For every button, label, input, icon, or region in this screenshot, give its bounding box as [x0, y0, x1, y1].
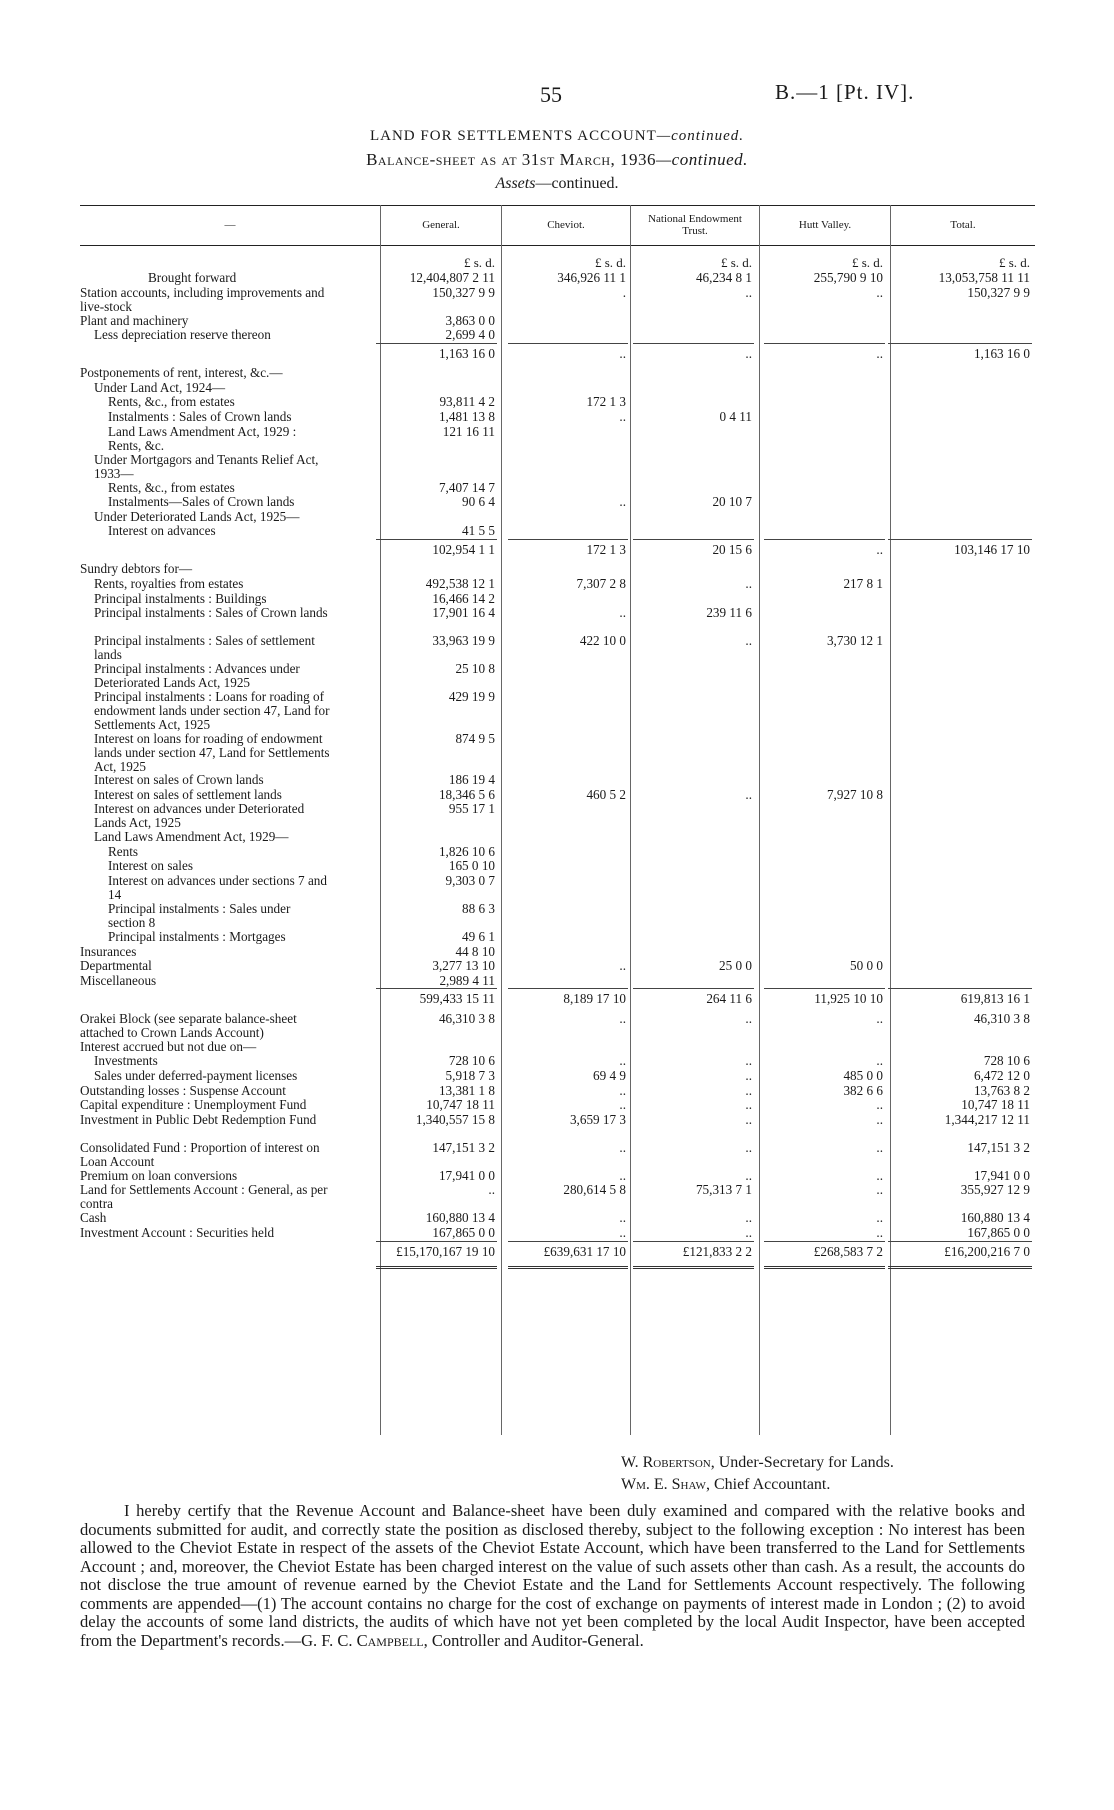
amount-cell: 728 10 6 — [983, 1053, 1030, 1069]
amount-cell: .. — [619, 494, 626, 510]
row-label: Sundry debtors for— — [80, 561, 193, 577]
amount-cell: .. — [876, 1010, 883, 1026]
amount-cell: 346,926 11 1 — [557, 270, 626, 285]
amount-cell: 25 10 8 — [455, 661, 495, 677]
amount-cell: .. — [619, 1225, 626, 1240]
amount-cell: £639,631 17 10 — [543, 1243, 626, 1259]
row-label: Postponements of rent, interest, &c.— — [80, 365, 283, 381]
header-cheviot: Cheviot. — [547, 219, 585, 231]
row-label: Interest on sales of Crown lands — [94, 772, 264, 787]
amount-cell: 167,865 0 0 — [432, 1225, 495, 1240]
amount-cell: 13,381 1 8 — [438, 1082, 495, 1098]
auditor-name: G. F. C. Campbell — [301, 1630, 424, 1650]
amount-cell: 1,826 10 6 — [438, 843, 495, 859]
row-label: Principal instalments : Advances under Deteriorated Lands Act, 1925 — [94, 661, 300, 691]
total-double-rule — [376, 1266, 497, 1269]
amount-cell: 50 0 0 — [850, 958, 883, 974]
amount-cell: £16,200,216 7 0 — [944, 1243, 1030, 1259]
amount-cell: .. — [619, 409, 626, 424]
amount-cell: .. — [745, 1053, 752, 1069]
amount-cell: 16,466 14 2 — [432, 590, 495, 606]
amount-cell: 0 4 11 — [719, 409, 752, 424]
amount-cell: .. — [876, 1139, 883, 1155]
amount-cell: .. — [745, 1068, 752, 1083]
amount-cell: 13,763 8 2 — [973, 1082, 1030, 1098]
signatory-title: , Chief Accountant. — [705, 1476, 831, 1493]
amount-cell: 46,310 3 8 — [973, 1010, 1030, 1026]
total-double-rule — [888, 1266, 1032, 1269]
row-label: Rents, &c., from estates — [108, 394, 235, 410]
amount-cell: .. — [619, 1082, 626, 1098]
heading-line-2 — [0, 150, 1114, 170]
amount-cell: .. — [876, 1225, 883, 1240]
amount-cell: 239 11 6 — [706, 605, 752, 621]
row-label: Land for Settlements Account : General, as per contra — [80, 1182, 328, 1212]
amount-cell: 11,925 10 10 — [814, 991, 883, 1007]
total-double-rule — [633, 1266, 754, 1269]
amount-cell: 619,813 16 1 — [960, 991, 1030, 1007]
amount-cell: 8,189 17 10 — [563, 991, 626, 1007]
amount-cell: 46,234 8 1 — [695, 270, 752, 285]
amount-cell: 485 0 0 — [843, 1068, 883, 1083]
amount-cell: £121,833 2 2 — [682, 1243, 752, 1259]
row-label: Principal instalments : Buildings — [94, 590, 267, 606]
amount-cell: 121 16 11 — [442, 423, 495, 439]
amount-cell: 186 19 4 — [448, 772, 495, 787]
row-label: Capital expenditure : Unemployment Fund — [80, 1097, 307, 1113]
heading-account-name: LAND FOR SETTLEMENTS ACCOUNT — [369, 128, 657, 144]
subtotal-rule — [508, 539, 628, 540]
row-label: Investments — [94, 1053, 158, 1069]
amount-cell: .. — [619, 605, 626, 621]
header-total: Total. — [950, 219, 976, 231]
header-bottom-rule — [80, 245, 1035, 246]
amount-cell: 49 6 1 — [462, 929, 495, 944]
amount-cell: .. — [876, 1053, 883, 1069]
amount-cell: 3,863 0 0 — [445, 312, 495, 328]
amount-cell: 17,941 0 0 — [973, 1167, 1030, 1183]
subtotal-rule — [888, 988, 1032, 989]
amount-cell: 88 6 3 — [462, 901, 495, 916]
heading-continued: —continued. — [535, 175, 619, 192]
amount-cell: .. — [745, 284, 752, 300]
amount-cell: 90 6 4 — [462, 494, 495, 510]
amount-cell: .. — [876, 542, 883, 557]
amount-cell: 2,699 4 0 — [445, 327, 495, 343]
amount-cell: .. — [745, 633, 752, 649]
amount-cell: .. — [745, 345, 752, 361]
amount-cell: .. — [488, 1182, 495, 1198]
row-label: Less depreciation reserve thereon — [94, 327, 271, 343]
amount-cell: .. — [745, 1225, 752, 1240]
row-label: Premium on loan conversions — [80, 1167, 238, 1183]
heading-balance-sheet: Balance-sheet as at 31st March, 1936 — [366, 150, 657, 169]
amount-cell: .. — [876, 1182, 883, 1198]
amount-cell: 75,313 7 1 — [695, 1182, 752, 1198]
row-label: Interest on advances under Deteriorated Lands Act, 1925 — [94, 801, 305, 831]
amount-cell: 255,790 9 10 — [813, 270, 883, 285]
amount-cell: 25 0 0 — [719, 958, 752, 974]
unit-label: £ s. d. — [463, 255, 495, 270]
amount-cell: 728 10 6 — [448, 1053, 495, 1069]
row-label: Principal instalments : Sales of Crown lands — [94, 605, 328, 621]
row-label: Outstanding losses : Suspense Account — [80, 1082, 286, 1098]
amount-cell: 93,811 4 2 — [439, 394, 495, 410]
amount-cell: 1,340,557 15 8 — [415, 1111, 495, 1127]
row-label: Under Deteriorated Lands Act, 1925— — [94, 508, 300, 524]
amount-cell: .. — [619, 1097, 626, 1113]
row-label: Interest on sales of settlement lands — [94, 786, 282, 802]
heading-line-1 — [0, 128, 1114, 145]
row-label: Sales under deferred-payment licenses — [94, 1068, 298, 1083]
subtotal-rule — [508, 343, 628, 344]
row-label: Insurances — [80, 943, 137, 959]
amount-cell: 167,865 0 0 — [967, 1225, 1030, 1240]
amount-cell: .. — [876, 1210, 883, 1226]
amount-cell: 44 8 10 — [455, 943, 495, 959]
amount-cell: .. — [619, 1210, 626, 1226]
audit-certificate — [80, 1502, 1025, 1650]
column-divider — [501, 205, 502, 1435]
document-reference: B.—1 [Pt. IV]. — [775, 80, 915, 104]
amount-cell: 17,941 0 0 — [438, 1167, 495, 1183]
amount-cell: 17,901 16 4 — [432, 605, 495, 621]
amount-cell: 1,163 16 0 — [438, 345, 495, 361]
amount-cell: 20 10 7 — [712, 494, 752, 510]
amount-cell: 160,880 13 4 — [425, 1210, 495, 1226]
row-label: Station accounts, including improvements and live-stock — [80, 284, 325, 314]
assets-table — [80, 205, 1035, 1435]
amount-cell: .. — [619, 1053, 626, 1069]
amount-cell: 172 1 3 — [586, 542, 626, 557]
amount-cell: .. — [745, 1010, 752, 1026]
amount-cell: .. — [619, 958, 626, 974]
row-label: Departmental — [80, 958, 152, 974]
auditor-title: , Controller and Auditor-General. — [423, 1630, 644, 1650]
amount-cell: 217 8 1 — [843, 576, 883, 591]
amount-cell: 1,344,217 12 11 — [944, 1111, 1030, 1127]
subtotal-rule — [376, 988, 497, 989]
signature-under-secretary — [621, 1454, 894, 1472]
amount-cell: .. — [745, 1139, 752, 1155]
header-general: General. — [422, 219, 460, 231]
subtotal-rule — [764, 539, 885, 540]
amount-cell: .. — [745, 1082, 752, 1098]
amount-cell: 7,927 10 8 — [826, 786, 883, 802]
amount-cell: 20 15 6 — [712, 542, 752, 557]
amount-cell: 33,963 19 9 — [432, 633, 495, 649]
signatory-title: , Under-Secretary for Lands. — [710, 1454, 894, 1471]
amount-cell: 955 17 1 — [448, 801, 495, 817]
header-hutt-valley: Hutt Valley. — [798, 219, 852, 231]
amount-cell: 10,747 18 11 — [961, 1097, 1030, 1113]
amount-cell: .. — [876, 284, 883, 300]
amount-cell: 1,163 16 0 — [973, 345, 1030, 361]
amount-cell: 41 5 5 — [462, 523, 495, 539]
subtotal-rule — [888, 343, 1032, 344]
amount-cell: 264 11 6 — [706, 991, 752, 1007]
amount-cell: 12,404,807 2 11 — [409, 270, 495, 285]
unit-label: £ s. d. — [720, 255, 752, 270]
amount-cell: .. — [876, 345, 883, 361]
row-label: Instalments : Sales of Crown lands — [108, 409, 292, 424]
total-double-rule — [508, 1266, 628, 1269]
amount-cell: 492,538 12 1 — [425, 576, 495, 591]
amount-cell: 103,146 17 10 — [954, 542, 1030, 557]
row-label: Orakei Block (see separate balance-sheet attached to Crown Lands Account) — [80, 1010, 297, 1040]
subtotal-rule — [888, 539, 1032, 540]
amount-cell: .. — [619, 1010, 626, 1026]
amount-cell: .. — [876, 1097, 883, 1113]
amount-cell: 150,327 9 9 — [967, 284, 1030, 300]
subtotal-rule — [633, 1241, 754, 1242]
heading-continued: —continued. — [656, 128, 744, 144]
row-label: Principal instalments : Sales under section 8 — [108, 901, 291, 930]
row-label: Under Land Act, 1924— — [94, 379, 226, 395]
row-label: Interest on advances under sections 7 and 14 — [108, 873, 327, 902]
row-label: Miscellaneous — [80, 972, 157, 988]
amount-cell: 6,472 12 0 — [973, 1068, 1030, 1083]
amount-cell: .. — [745, 1111, 752, 1127]
amount-cell: 5,918 7 3 — [445, 1068, 495, 1083]
amount-cell: £15,170,167 19 10 — [396, 1243, 495, 1259]
subtotal-rule — [508, 1241, 628, 1242]
unit-label: £ s. d. — [851, 255, 883, 270]
amount-cell: 172 1 3 — [586, 394, 626, 410]
amount-cell: 460 5 2 — [586, 786, 626, 802]
amount-cell: 7,407 14 7 — [438, 479, 495, 495]
amount-cell: 7,307 2 8 — [576, 576, 626, 591]
row-label: Rents — [108, 843, 139, 859]
amount-cell: .. — [745, 786, 752, 802]
header-label-column: — — [224, 219, 236, 231]
subtotal-rule — [376, 539, 497, 540]
amount-cell: 150,327 9 9 — [432, 284, 495, 300]
row-label: Plant and machinery — [80, 312, 189, 328]
subtotal-rule — [376, 343, 497, 344]
subtotal-rule — [633, 539, 754, 540]
amount-cell: 1,481 13 8 — [438, 409, 495, 424]
amount-cell: . — [622, 284, 626, 300]
amount-cell: 18,346 5 6 — [438, 786, 495, 802]
subtotal-rule — [764, 988, 885, 989]
amount-cell: 429 19 9 — [448, 689, 495, 705]
row-label: Investment in Public Debt Redemption Fund — [80, 1111, 317, 1127]
unit-label: £ s. d. — [998, 255, 1030, 270]
column-divider — [890, 205, 891, 1435]
column-divider — [380, 205, 381, 1435]
amount-cell: .. — [876, 1167, 883, 1183]
row-label: Instalments—Sales of Crown lands — [108, 494, 295, 510]
subtotal-rule — [508, 988, 628, 989]
row-label: Land Laws Amendment Act, 1929— — [94, 829, 289, 845]
column-divider — [630, 205, 631, 1435]
heading-continued: —continued. — [656, 150, 748, 169]
amount-cell: 13,053,758 11 11 — [938, 270, 1030, 285]
subtotal-rule — [633, 343, 754, 344]
row-label: Interest on sales — [108, 858, 193, 874]
row-label: Principal instalments : Loans for roading of endowment lands under section 47, Land for Settlements Act, 1925 — [94, 689, 330, 733]
subtotal-rule — [888, 1241, 1032, 1242]
amount-cell: 874 9 5 — [455, 730, 495, 746]
subtotal-rule — [376, 1241, 497, 1242]
amount-cell: 10,747 18 11 — [426, 1097, 495, 1113]
row-label: Interest accrued but not due on— — [80, 1038, 257, 1054]
total-double-rule — [764, 1266, 885, 1269]
header-national-endowment-trust: National Endowment Trust. — [648, 213, 742, 237]
row-label: Under Mortgagors and Tenants Relief Act, 1933— — [94, 451, 319, 481]
row-label: Investment Account : Securities held — [80, 1225, 275, 1240]
heading-line-3 — [0, 175, 1114, 193]
amount-cell: 102,954 1 1 — [432, 542, 495, 557]
amount-cell: .. — [619, 1139, 626, 1155]
amount-cell: .. — [745, 576, 752, 591]
row-label: Consolidated Fund : Proportion of interest on Loan Account — [80, 1139, 320, 1169]
subtotal-rule — [764, 343, 885, 344]
column-divider — [759, 205, 760, 1435]
row-label: Interest on advances — [108, 523, 216, 539]
amount-cell: 165 0 10 — [448, 858, 495, 874]
amount-cell: .. — [619, 1167, 626, 1183]
row-label: Rents, &c., from estates — [108, 479, 235, 495]
amount-cell: 382 6 6 — [843, 1082, 883, 1098]
row-label: Brought forward — [148, 270, 237, 285]
amount-cell: 160,880 13 4 — [960, 1210, 1030, 1226]
amount-cell: 355,927 12 9 — [960, 1182, 1030, 1198]
subtotal-rule — [764, 1241, 885, 1242]
subtotal-rule — [633, 988, 754, 989]
unit-label: £ s. d. — [594, 255, 626, 270]
amount-cell: 9,303 0 7 — [445, 873, 495, 888]
amount-cell: .. — [876, 1111, 883, 1127]
amount-cell: 599,433 15 11 — [419, 991, 495, 1007]
certificate-text: I hereby certify that the Revenue Account and Balance-sheet have been duly examined and compared with the relative books and documents submitted for audit, and correctly state the position as disclosed thereby, subject to the following exception : No interest has been allowed to the Cheviot Estate in respect of the assets of the Cheviot Estate Account, which have been transferred to the Land for Settlements Account ; and, moreover, the Cheviot Estate has been charged interest on the value of such assets other than cash. As a result, the accounts do not disclose the true amount of revenue earned by the Cheviot Estate and the Land for Settlements Account respectively. The following comments are appended—(1) The account contains no charge for the cost of exchange on payments of interest made in London ; (2) to avoid delay the accounts of some land districts, the audits of which have not yet been completed by the local Audit Inspector, have been accepted from the Department's records.— — [80, 1501, 1025, 1650]
row-label: Interest on loans for roading of endowment lands under section 47, Land for Settlements Act, 1925 — [94, 730, 330, 774]
amount-cell: 69 4 9 — [593, 1068, 626, 1083]
amount-cell: 2,989 4 11 — [439, 972, 495, 988]
signatory-name: Wm. E. Shaw — [621, 1476, 706, 1493]
amount-cell: 147,151 3 2 — [432, 1139, 495, 1155]
amount-cell: 3,730 12 1 — [826, 633, 883, 649]
amount-cell: .. — [745, 1210, 752, 1226]
amount-cell: 280,614 5 8 — [563, 1182, 626, 1198]
amount-cell: .. — [745, 1167, 752, 1183]
page-number: 55 — [540, 82, 562, 107]
amount-cell: 3,659 17 3 — [569, 1111, 626, 1127]
row-label: Principal instalments : Mortgages — [108, 929, 286, 944]
amount-cell: £268,583 7 2 — [813, 1243, 883, 1259]
amount-cell: 3,277 13 10 — [432, 958, 495, 974]
heading-assets: Assets — [495, 175, 536, 192]
amount-cell: .. — [619, 345, 626, 361]
row-label: Cash — [80, 1210, 107, 1226]
amount-cell: 422 10 0 — [579, 633, 626, 649]
row-label: Rents, royalties from estates — [94, 576, 244, 591]
amount-cell: 46,310 3 8 — [438, 1010, 495, 1026]
signatory-name: W. Robertson — [621, 1454, 711, 1471]
signature-chief-accountant — [621, 1476, 830, 1494]
amount-cell: .. — [745, 1097, 752, 1113]
amount-cell: 147,151 3 2 — [967, 1139, 1030, 1155]
row-label: Land Laws Amendment Act, 1929 : Rents, &c. — [108, 423, 297, 453]
row-label: Principal instalments : Sales of settlement lands — [94, 633, 315, 663]
